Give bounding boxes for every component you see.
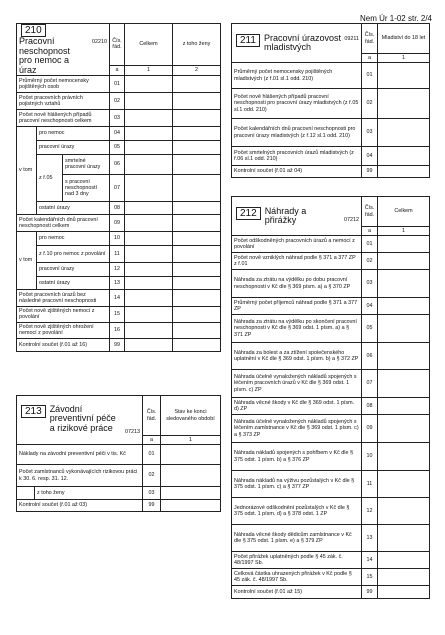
group-label: v tom <box>17 126 37 214</box>
value-cell[interactable] <box>173 174 221 201</box>
value-cell[interactable] <box>378 253 430 270</box>
row-number: 06 <box>110 154 125 174</box>
col-header-row-no: Čís. řád. <box>362 24 378 54</box>
col-index-1: 1 <box>378 227 430 236</box>
form-code: 07212 <box>344 216 359 223</box>
row-label: Počet smrtelných pracovních úrazů mladistvých (z ř.06 sl.1 odd. 210) <box>232 147 362 166</box>
section-213-title-cell <box>17 396 143 445</box>
value-cell[interactable] <box>378 443 430 471</box>
value-cell[interactable] <box>173 109 221 126</box>
value-cell[interactable] <box>125 262 173 276</box>
row-number: 02 <box>362 89 378 119</box>
row-label: Počet nově zjištěných nemocí z povolání <box>17 306 110 322</box>
group-label: v tom <box>17 231 37 289</box>
row-label: Průměrný počet příjemců náhrad podle § 371 a 377 ZP <box>232 298 362 315</box>
col-header-row-no: Čís. řád. <box>362 197 378 227</box>
col-index-1: 1 <box>125 65 173 75</box>
value-cell[interactable] <box>378 166 430 178</box>
row-number: 01 <box>110 75 125 92</box>
value-cell[interactable] <box>173 214 221 231</box>
value-cell[interactable] <box>378 569 430 586</box>
row-number: 14 <box>110 289 125 306</box>
row-number: 12 <box>110 262 125 276</box>
section-number: 210 <box>21 24 46 37</box>
value-cell[interactable] <box>125 338 173 351</box>
value-cell[interactable] <box>125 75 173 92</box>
row-label: pro nemoc <box>37 126 110 140</box>
col-header-celkem: Celkem <box>378 197 430 227</box>
row-label: smrtelné pracovní úrazy <box>63 154 110 174</box>
value-cell[interactable] <box>378 471 430 498</box>
value-cell[interactable] <box>378 398 430 415</box>
section-211-title-cell <box>232 24 362 63</box>
row-number: 07 <box>110 174 125 201</box>
row-label: Jednorázové odškodnění pozůstalých v Kč dle § 375 odst. 1 písm. d) a § 378 odst. 1 ZP <box>232 498 362 525</box>
row-number: 11 <box>110 245 125 262</box>
row-number: 03 <box>110 109 125 126</box>
row-number: 05 <box>362 315 378 343</box>
row-number: 01 <box>143 445 161 465</box>
col-header-zeny: z toho ženy <box>173 24 221 66</box>
form-code: 07213 <box>125 428 140 435</box>
row-label: Náklady na závodní preventivní péči v tis. Kč <box>17 445 143 465</box>
value-cell[interactable] <box>125 289 173 306</box>
value-cell[interactable] <box>378 236 430 253</box>
row-label: Počet zamlstnanců vykonávajících rizikovou práci k 30. 6. resp. 31. 12. <box>17 465 143 487</box>
col-index-a: a <box>362 54 378 63</box>
value-cell[interactable] <box>173 262 221 276</box>
value-cell[interactable] <box>125 174 173 201</box>
value-cell[interactable] <box>378 89 430 119</box>
value-cell[interactable] <box>173 289 221 306</box>
row-number: 04 <box>362 147 378 166</box>
row-number: 08 <box>362 398 378 415</box>
section-number: 212 <box>236 207 261 220</box>
section-213-table <box>16 395 221 512</box>
row-label: Počet nově hlášených případů pracovní neschopnosti pro pracovní úrazy mladistvých (z ř.05 sl.1 odd. 210) <box>232 89 362 119</box>
row-number: 10 <box>110 231 125 245</box>
row-label: Náhrada nákladů na výživu pozůstalých v Kč dle § 375 odst. 1 písm. c) a § 377 ZP <box>232 471 362 498</box>
value-cell[interactable] <box>161 445 221 465</box>
row-number: 13 <box>110 276 125 289</box>
col-header-celkem: Celkem <box>125 24 173 66</box>
row-label: z ř.10 pro nemoc z povolání <box>37 245 110 262</box>
row-label: Náhrada věcné škody v Kč dle § 369 odst. 1 písm. d) ZP <box>232 398 362 415</box>
value-cell[interactable] <box>173 231 221 245</box>
row-number: 02 <box>362 253 378 270</box>
value-cell[interactable] <box>125 322 173 338</box>
section-210-title-cell <box>17 24 110 76</box>
row-number: 08 <box>110 201 125 214</box>
row-number: 01 <box>362 236 378 253</box>
row-label: Náhrada za bolest a za ztížení společenského uplatnění v Kč dle § 369 odst. 1 písm. b) a § 372 ZP <box>232 343 362 370</box>
row-number: 10 <box>362 443 378 471</box>
section-number: 213 <box>21 405 46 418</box>
row-number: 03 <box>362 270 378 298</box>
value-cell[interactable] <box>125 306 173 322</box>
row-label: Počet pracovních úrazů bez následné pracovní neschopnosti <box>17 289 110 306</box>
row-label: Náhrada nákladů spojených s pohřbem v Kč dle § 375 odst. 1 písm. b) a § 376 ZP <box>232 443 362 471</box>
row-number: 02 <box>110 92 125 109</box>
value-cell[interactable] <box>125 140 173 154</box>
section-211-table <box>231 23 430 178</box>
form-code: 02210 <box>92 39 108 46</box>
row-label: Celková částka uhrazených přirážek v Kč podle § 45 zák. č. 48/1997 Sb. <box>232 569 362 586</box>
value-cell[interactable] <box>173 201 221 214</box>
row-label: Náhrada účelně vynaložených nákladů spojených s léčením pracovních úrazů v Kč dle § 369 odst. 1 písm. c) ZP <box>232 370 362 398</box>
section-title: Pracovní úrazovost mladistvých <box>263 32 341 52</box>
value-cell[interactable] <box>378 370 430 398</box>
value-cell[interactable] <box>378 315 430 343</box>
row-number: 15 <box>362 569 378 586</box>
row-number: 14 <box>362 552 378 569</box>
value-cell[interactable] <box>173 140 221 154</box>
row-number: 11 <box>362 471 378 498</box>
value-cell[interactable] <box>125 201 173 214</box>
col-header-stav: Stav ke konci sledovaného období <box>161 396 221 436</box>
row-label: Průměrný počet nemocensky pojištěných osob <box>17 75 110 92</box>
value-cell[interactable] <box>173 92 221 109</box>
section-number: 211 <box>236 34 260 47</box>
value-cell[interactable] <box>378 498 430 525</box>
row-number: 03 <box>143 487 161 500</box>
row-number: 07 <box>362 370 378 398</box>
row-number: 04 <box>110 126 125 140</box>
value-cell[interactable] <box>378 147 430 166</box>
row-label: Náhrada za ztrátu na výdělku po dobu pracovní neschopnosti v Kč dle § 369 písm. a) a § 370 ZP <box>232 270 362 298</box>
value-cell[interactable] <box>378 119 430 147</box>
row-number: 99 <box>143 500 161 512</box>
value-cell[interactable] <box>378 343 430 370</box>
value-cell[interactable] <box>125 126 173 140</box>
row-label: Počet pracovních právních pojistných vztahů <box>17 92 110 109</box>
col-index-1: 1 <box>161 436 221 445</box>
row-number: 09 <box>110 214 125 231</box>
section-212-table <box>231 196 430 599</box>
value-cell[interactable] <box>173 322 221 338</box>
row-number: 06 <box>362 343 378 370</box>
row-label: Kontrolní součet (ř.01 až 04) <box>232 166 362 178</box>
col-index-1: 1 <box>378 54 430 63</box>
value-cell[interactable] <box>378 586 430 599</box>
row-label: ostatní úrazy <box>37 201 110 214</box>
row-number: 03 <box>362 119 378 147</box>
row-number: 04 <box>362 298 378 315</box>
indent-cell <box>17 487 35 500</box>
value-cell[interactable] <box>125 92 173 109</box>
value-cell[interactable] <box>173 75 221 92</box>
row-label: pro nemoc <box>37 231 110 245</box>
value-cell[interactable] <box>173 306 221 322</box>
row-label: Náhrada účelně vynaložených nákladů spojených s léčením zamlstnance v Kč dle § 369 odst. 1 písm. c) a § 373 ZP <box>232 415 362 443</box>
row-label: Počet přirážek uplatněných podle § 45 zák. č. 48/1997 Sb. <box>232 552 362 569</box>
value-cell[interactable] <box>161 500 221 512</box>
row-label: Počet nově zjištěných ohrožení nemocí z povolání <box>17 322 110 338</box>
value-cell[interactable] <box>378 270 430 298</box>
form-code: 09211 <box>344 35 359 42</box>
row-number: 99 <box>110 338 125 351</box>
row-label: pracovní úrazy <box>37 140 110 154</box>
row-number: 99 <box>362 166 378 178</box>
col-index-2: 2 <box>173 65 221 75</box>
row-label: Náhrada za ztrátu na výdělku po skončení pracovní neschopnosti v Kč dle § 369 odst. 1 písm. a) a § 371 ZP <box>232 315 362 343</box>
row-number: 01 <box>362 63 378 89</box>
row-number: 05 <box>110 140 125 154</box>
value-cell[interactable] <box>125 245 173 262</box>
row-label: Počet kalendářních dnů pracovní neschopnosti pro pracovní úrazy mladistvých (z ř.12 sl.1 odd. 210) <box>232 119 362 147</box>
row-label: z toho ženy <box>35 487 143 500</box>
row-label: Počet odškodněných pracovních úrazů a nemocí z povolání <box>232 236 362 253</box>
row-label: Počet nově hlášených případů pracovní neschopnosti celkem <box>17 109 110 126</box>
value-cell[interactable] <box>125 109 173 126</box>
row-label: Počet kalendářních dnů pracovní neschopnosti celkem <box>17 214 110 231</box>
col-header-row-no: Čís. řád. <box>110 24 125 66</box>
row-number: 13 <box>362 525 378 552</box>
row-label: Náhrada věcné škody dědicům zamlstnance v Kč dle § 375 odst. 1 písm. e) a § 379 ZP <box>232 525 362 552</box>
value-cell[interactable] <box>173 154 221 174</box>
value-cell[interactable] <box>173 245 221 262</box>
value-cell[interactable] <box>161 465 221 487</box>
section-title: Závodní preventivní péče a rizikové práce <box>49 403 116 433</box>
value-cell[interactable] <box>125 154 173 174</box>
subgroup-label: z ř.05 <box>37 154 63 201</box>
row-number: 99 <box>362 586 378 599</box>
value-cell[interactable] <box>173 276 221 289</box>
value-cell[interactable] <box>125 276 173 289</box>
col-header-mladistvi: Mladiství do 18 let <box>378 24 430 54</box>
section-title: Náhrady a přirážky <box>264 205 307 225</box>
col-header-row-no: Čís. řád. <box>143 396 161 436</box>
col-index-a: a <box>143 436 161 445</box>
row-number: 12 <box>362 498 378 525</box>
row-label: Kontrolní součet (ř.01 až 15) <box>232 586 362 599</box>
row-label: s pracovní neschopností nad 3 dny <box>63 174 110 201</box>
value-cell[interactable] <box>125 214 173 231</box>
value-cell[interactable] <box>378 525 430 552</box>
row-label: Průměrný počet nemocensky pojištěných mladistvých (z ř.01 sl.1 odd. 210) <box>232 63 362 89</box>
value-cell[interactable] <box>378 63 430 89</box>
value-cell[interactable] <box>378 552 430 569</box>
row-number: 16 <box>110 322 125 338</box>
page-header: Nem Úr 1-02 str. 2/4 <box>359 14 432 23</box>
row-label: Kontrolní součet (ř.01 až 16) <box>17 338 110 351</box>
value-cell[interactable] <box>161 487 221 500</box>
value-cell[interactable] <box>173 338 221 351</box>
section-212-title-cell <box>232 197 362 236</box>
row-number: 09 <box>362 415 378 443</box>
value-cell[interactable] <box>378 415 430 443</box>
value-cell[interactable] <box>173 126 221 140</box>
row-label: Kontrolní součet (ř.01 až 03) <box>17 500 143 512</box>
row-number: 02 <box>143 465 161 487</box>
section-210-table <box>16 23 221 352</box>
row-number: 15 <box>110 306 125 322</box>
section-title: Pracovní neschopnost pro nemoc a úraz <box>19 36 71 75</box>
col-index-a: a <box>110 65 125 75</box>
row-label: Počet nově vzniklých náhrad podle § 371 a 377 ZP z ř.01 <box>232 253 362 270</box>
value-cell[interactable] <box>125 231 173 245</box>
row-label: pracovní úrazy <box>37 262 110 276</box>
value-cell[interactable] <box>378 298 430 315</box>
row-label: ostatní úrazy <box>37 276 110 289</box>
col-index-a: a <box>362 227 378 236</box>
